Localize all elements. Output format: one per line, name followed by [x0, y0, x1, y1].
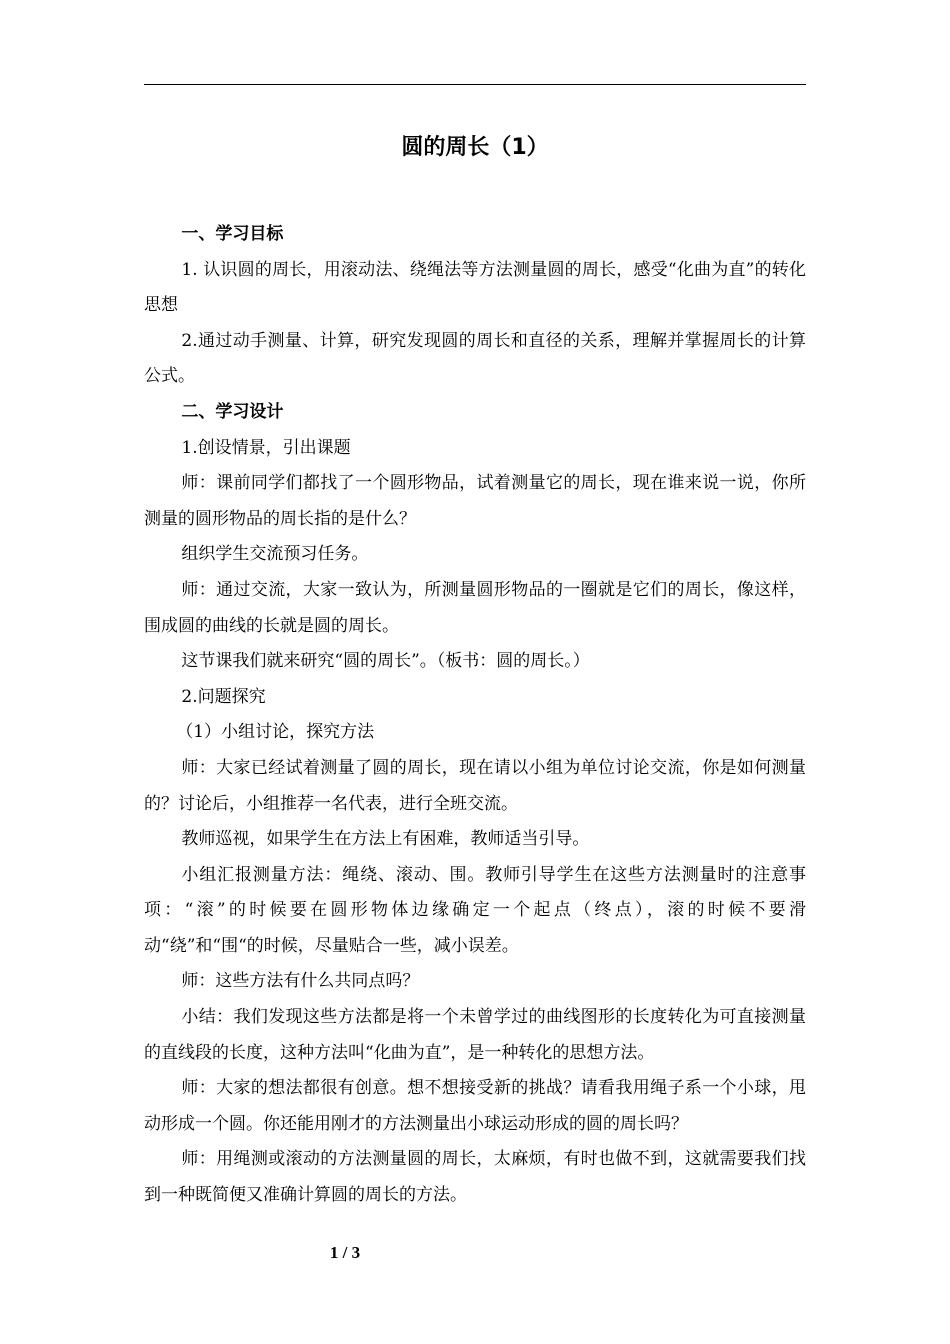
- body-paragraph: 小组汇报测量方法：绳绕、滚动、围。教师引导学生在这些方法测量时的注意事项：“滚”的时候要在圆形物体边缘确定一个起点（终点），滚的时候不要滑动“绕”和“围“的时候，尽量贴合一些，减小误差。: [144, 864, 806, 956]
- body-paragraph: 师：通过交流，大家一致认为，所测量圆形物品的一圈就是它们的周长，像这样，围成圆的曲线的长就是圆的周长。: [144, 579, 806, 636]
- document-title: 圆的周长（1）: [401, 135, 549, 160]
- body-paragraph: 这节课我们就来研究“圆的周长”。（板书：圆的周长。）: [181, 651, 590, 672]
- header-rule: [144, 84, 806, 85]
- body-paragraph: 师：课前同学们都找了一个圆形物品，试着测量它的周长，现在谁来说一说，你所测量的圆形物品的周长指的是什么？: [144, 473, 806, 529]
- body-paragraph: （1）小组讨论，探究方法: [176, 722, 375, 743]
- body-paragraph: 2.问题探究: [181, 686, 266, 707]
- page-number: 1 / 3: [329, 1243, 361, 1262]
- body-paragraph: 师：用绳测或滚动的方法测量圆的周长，太麻烦，有时也做不到，这就需要我们找到一种既简便又准确计算圆的周长的方法。: [144, 1149, 806, 1206]
- body-paragraph: 1.创设情景，引出课题: [181, 437, 351, 458]
- body-paragraph: 教师巡视，如果学生在方法上有困难，教师适当引导。: [181, 829, 590, 850]
- document-body: [144, 217, 806, 1214]
- body-paragraph: 师：大家的想法都很有创意。想不想接受新的挑战？请看我用绳子系一个小球，甩动形成一个圆。你还能用刚才的方法测量出小球运动形成的圆的周长吗？: [144, 1078, 806, 1134]
- body-paragraph: 师：这些方法有什么共同点吗？: [181, 971, 420, 992]
- section-heading: 一、学习目标: [181, 224, 284, 244]
- body-paragraph: 2.通过动手测量、计算，研究发现圆的周长和直径的关系，理解并掌握周长的计算公式。: [144, 330, 806, 387]
- body-paragraph: 1. 认识圆的周长，用滚动法、绕绳法等方法测量圆的周长，感受“化曲为直”的转化思想: [144, 259, 806, 316]
- body-paragraph: 组织学生交流预习任务。: [181, 544, 369, 565]
- body-paragraph: 小结：我们发现这些方法都是将一个未曾学过的曲线图形的长度转化为可直接测量的直线段的长度，这种方法叫“化曲为直”，是一种转化的思想方法。: [144, 1007, 806, 1063]
- body-paragraph: 师：大家已经试着测量了圆的周长，现在请以小组为单位讨论交流，你是如何测量的？讨论后，小组推荐一名代表，进行全班交流。: [144, 757, 806, 814]
- section-heading: 二、学习设计: [181, 401, 284, 422]
